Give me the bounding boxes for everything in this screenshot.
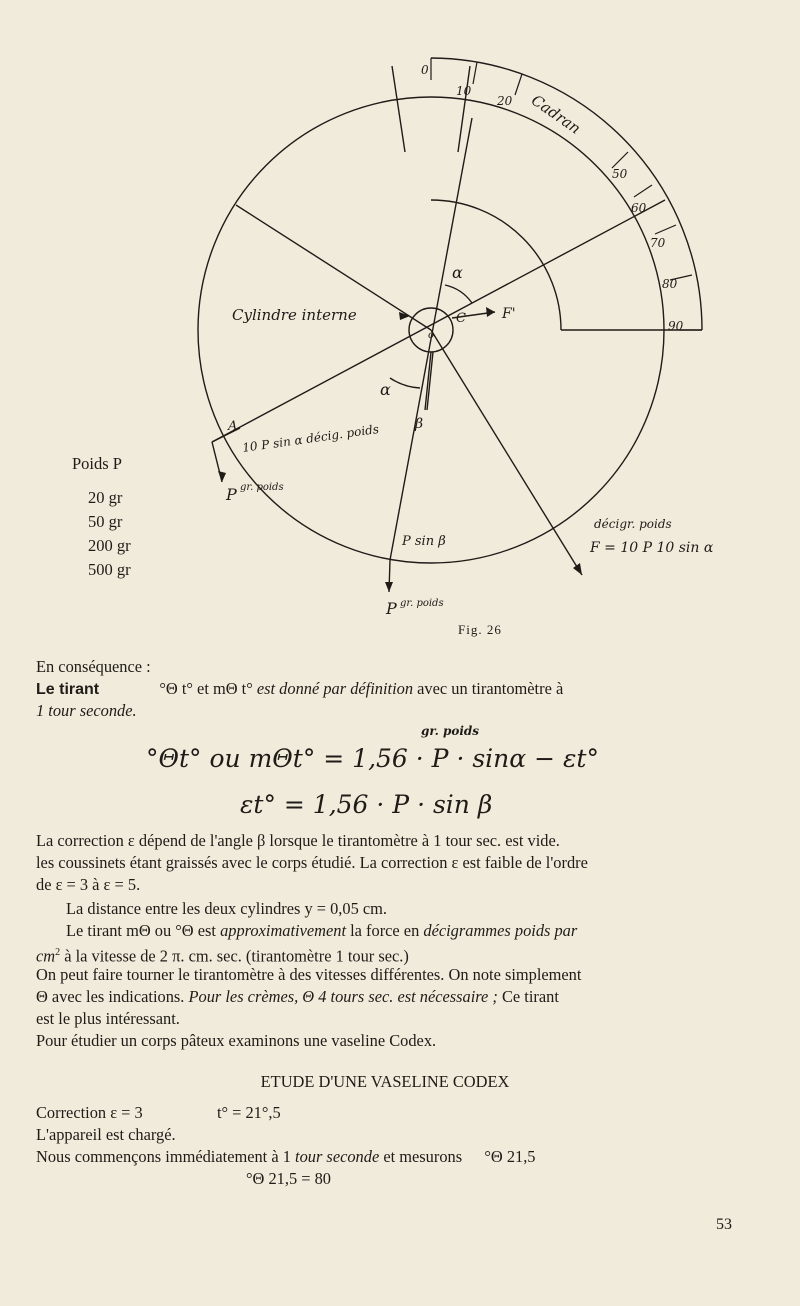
dial-tick-70: 70 (650, 236, 666, 250)
tirant-line (36, 678, 766, 701)
weight-item: 500 gr (88, 560, 131, 579)
paragraph-correction-3: de ε = 3 à ε = 5. (36, 875, 141, 894)
formula-tirant: °Θt° ou mΘt° = 1,56 · P · sinα − εt° (146, 744, 599, 773)
label-alpha-top: α (452, 263, 463, 282)
measure-line: Nous commençons immédiatement à 1 tour seconde et mesurons °Θ 21,5 (36, 1147, 536, 1166)
label-force-f-unit: décigr. poids (594, 517, 672, 531)
paragraph-tirant-force-2: $cm^2$ à la vitesse de 2 π. cm. sec. (tirantomètre 1 tour sec.) (36, 946, 409, 966)
label-p-bottom: P (386, 599, 397, 618)
label-p-left-unit: gr. poids (240, 482, 284, 493)
label-o: o (428, 330, 435, 341)
paragraph-speeds-1: On peut faire tourner le tirantomètre à des vitesses différentes. On note simplement (36, 965, 582, 984)
correction-value: Correction ε = 3 (36, 1103, 143, 1122)
dial-label: Cadran (527, 91, 584, 138)
paragraph-speeds-2: Θ avec les indications. Pour les crèmes, Θ 4 tours sec. est nécessaire ; Ce tirant (36, 987, 559, 1006)
label-p-left: P (226, 485, 237, 504)
dial-tick-60: 60 (631, 201, 647, 215)
dial-tick-50: 50 (612, 167, 628, 181)
paragraph-distance: La distance entre les deux cylindres y = 0,05 cm. (66, 899, 388, 918)
label-f-prime: F' (502, 306, 516, 322)
weights-list (72, 452, 131, 582)
dial-tick-20: 20 (497, 94, 513, 108)
temperature-value: t° = 21°,5 (216, 1103, 281, 1122)
weight-item: 20 gr (88, 488, 123, 507)
tirant-speed: 1 tour seconde. (36, 701, 137, 720)
dial-tick-80: 80 (662, 277, 678, 291)
formula-annotation: gr. poids (421, 724, 480, 738)
pointer-left-edge (392, 66, 405, 152)
label-p-sin-beta: P sin β (402, 534, 446, 549)
label-p-bottom-unit: gr. poids (400, 598, 444, 609)
line-force-f (431, 330, 582, 575)
figure-caption: Fig. 26 (458, 622, 502, 637)
tirant-label: Le tirant (36, 681, 100, 698)
dial-inner-arc (431, 200, 561, 330)
weight-item: 200 gr (88, 536, 131, 555)
paragraph-tirant-force: Le tirant mΘ ou °Θ est approximativement la force en décigrammes poids par (66, 921, 578, 940)
dial-tick-10: 10 (456, 84, 472, 98)
charged-line: L'appareil est chargé. (36, 1125, 176, 1144)
paragraph-correction-1: La correction ε dépend de l'angle β lorsque le tirantomètre à 1 tour sec. est vide. (36, 831, 560, 850)
tirant-symbols: °Θ t° et mΘ t° (159, 679, 253, 698)
label-c: C (456, 311, 466, 326)
dial-tick-0: 0 (421, 63, 429, 77)
formula-correction: εt° = 1,56 · P · sin β (240, 790, 493, 819)
paragraph-correction-2: les coussinets étant graissés avec le corps étudié. La correction ε est faible de l'ordre (36, 853, 588, 872)
paragraph-speeds-3: est le plus intéressant. (36, 1009, 180, 1028)
label-inner-cylinder: Cylindre interne (232, 306, 357, 324)
label-force-a: 10 P sin α décig. poids (241, 421, 380, 455)
tirant-definition: est donné par définition (256, 679, 414, 698)
label-beta: β (415, 416, 424, 432)
correction-line (36, 1102, 766, 1124)
result-line: °Θ 21,5 = 80 (246, 1169, 332, 1188)
label-alpha-bottom: α (380, 380, 391, 399)
section-heading: ETUDE D'UNE VASELINE CODEX (260, 1072, 510, 1091)
dial-tick-90: 90 (668, 319, 684, 333)
label-a: A (228, 419, 238, 434)
page-number: 53 (716, 1216, 732, 1233)
paragraph-vaseline: Pour étudier un corps pâteux examinons une vaseline Codex. (36, 1031, 437, 1050)
tirant-instrument: avec un tirantomètre à (417, 679, 564, 698)
consequence-line: En conséquence : (36, 657, 151, 676)
alpha-arc-bottom (390, 378, 420, 388)
alpha-arc-top (445, 285, 472, 303)
label-force-f: F = 10 P 10 sin α (590, 540, 714, 556)
weight-item: 50 gr (88, 512, 123, 531)
weights-title: Poids P (72, 454, 122, 473)
